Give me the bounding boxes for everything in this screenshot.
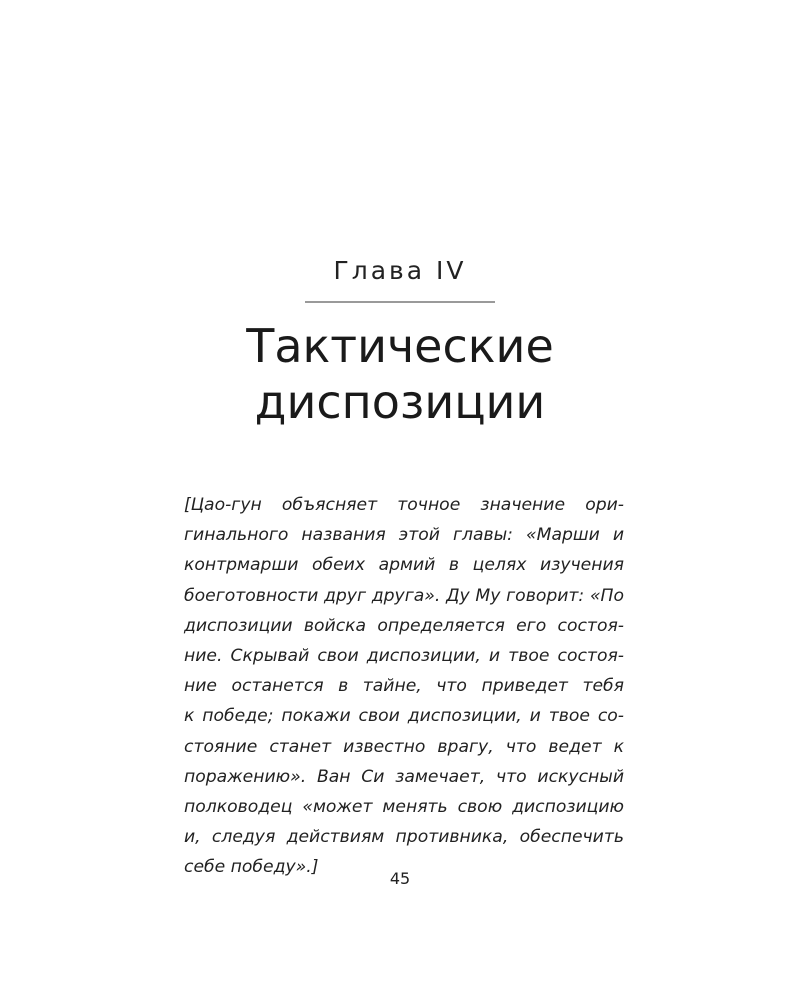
epigraph-line: себе победу».] bbox=[184, 857, 319, 878]
chapter-label: Глава IV bbox=[333, 256, 467, 285]
epigraph-line: к победе; покажи свои диспозиции, и твое со- bbox=[184, 706, 624, 727]
epigraph-line: стояние станет известно врагу, что ведет к bbox=[184, 736, 624, 757]
chapter-title bbox=[0, 318, 800, 430]
page-number: 45 bbox=[389, 869, 411, 888]
chapter-title-line-1: Тактические bbox=[246, 319, 554, 373]
chapter-title-line-2: диспозиции bbox=[254, 375, 546, 429]
epigraph-line: ние. Скрывай свои диспозиции, и твое состоя- bbox=[184, 646, 624, 667]
epigraph-line: и, следуя действиям противника, обеспечить bbox=[184, 827, 624, 848]
epigraph-line: диспозиции войска определяется его состоя- bbox=[184, 615, 624, 636]
epigraph-line: контрмарши обеих армий в целях изучения bbox=[184, 555, 624, 576]
chapter-divider bbox=[305, 301, 495, 303]
epigraph-line: боеготовности друг друга». Ду Му говорит: «По bbox=[184, 585, 624, 606]
epigraph-line: полководец «может менять свою диспозицию bbox=[184, 797, 624, 818]
epigraph-line: ние останется в тайне, что приведет тебя bbox=[184, 676, 624, 697]
epigraph-line: гинального названия этой главы: «Марши и bbox=[184, 525, 624, 546]
epigraph-line: поражению». Ван Си замечает, что искусный bbox=[184, 766, 624, 787]
epigraph bbox=[184, 490, 624, 883]
epigraph-line: [Цао-гун объясняет точное значение ори- bbox=[184, 495, 624, 515]
